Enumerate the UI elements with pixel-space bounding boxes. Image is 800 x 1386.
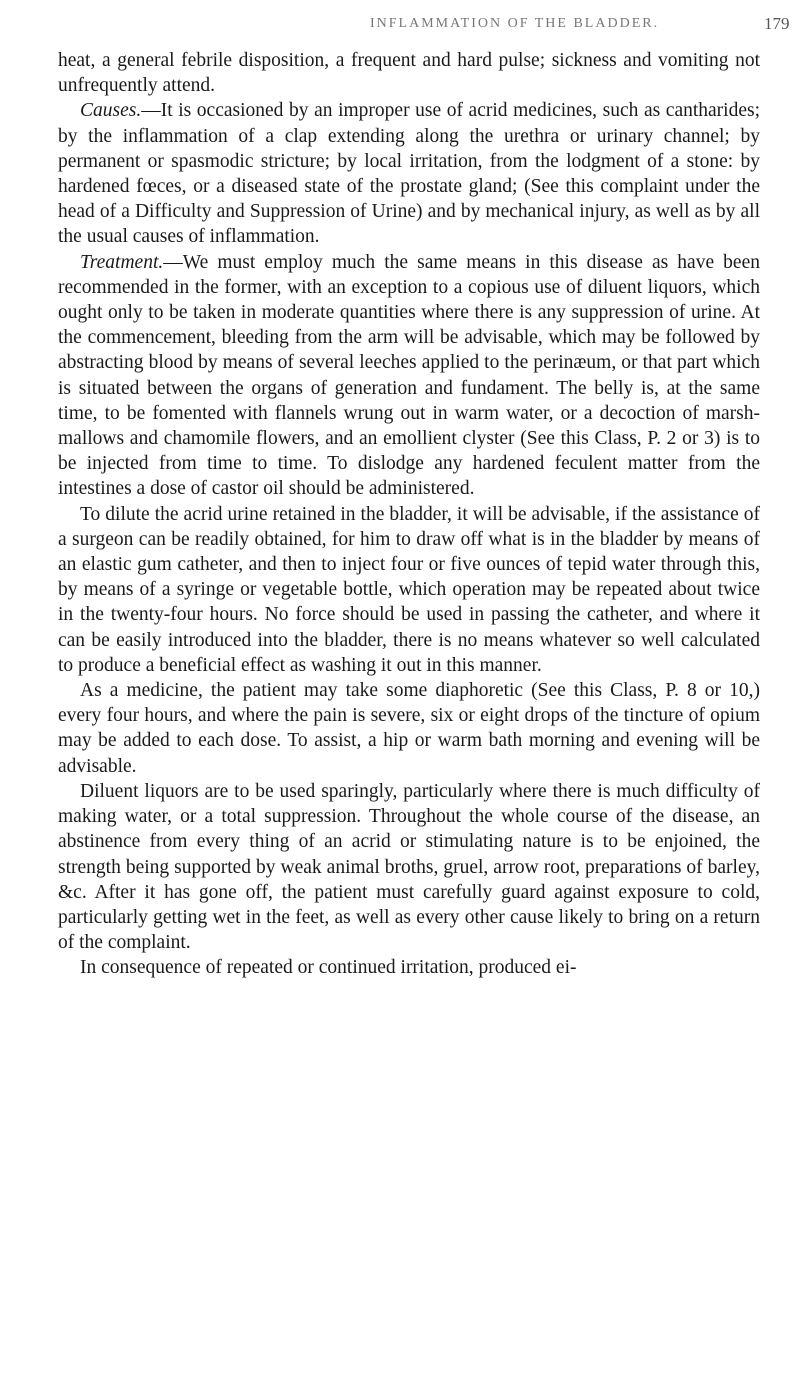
paragraph-text: In consequence of repeated or continued irritation, produced ei- — [80, 957, 577, 979]
page-number: 179 — [764, 14, 790, 33]
body-text — [58, 48, 760, 981]
paragraph-text: As a medicine, the patient may take some diaphoretic (See this Class, P. 8 or 10,) every four hours, and where the pain is severe, six or eight drops of the tincture of opium may be added to each dose. To assist, a hip or warm bath morning and evening will be advisable. — [58, 680, 760, 777]
paragraph-symptoms-continued — [58, 48, 760, 98]
paragraph-text: —We must employ much the same means in this disease as have been recommended in the former, with an exception to a copious use of diluent liquors, which ought only to be taken in moderate quantities where there is any suppression of urine. At the commencement, bleeding from the arm will be advisable, which may be followed by abstracting blood by means of several leeches applied to the perinæum, or that part which is situated between the organs of generation and fundament. The belly is, at the same time, to be fomented with flannels wrung out in warm water, or a decoction of marsh-mallows and chamomile flowers, and an emollient clyster (See this Class, P. 2 or 3) is to be injected from time to time. To dislodge any hardened feculent matter from the intestines a dose of castor oil should be administered. — [58, 251, 760, 500]
running-title: INFLAMMATION OF THE BLADDER. — [370, 16, 660, 31]
section-heading-treatment: Treatment. — [80, 251, 164, 273]
paragraph-text: —It is occasioned by an improper use of acrid medicines, such as cantharides; by the inflammation of a clap extending along the urethra or urinary channel; by permanent or spasmodic stricture; by local irritation, from the lodgment of a stone: by hardened fœces, or a diseased state of the prostate gland; (See this complaint under the head of a Difficulty and Suppression of Urine) and by mechanical injury, as well as by all the usual causes of inflammation. — [58, 100, 760, 248]
section-heading-causes: Causes. — [80, 100, 142, 122]
running-head — [0, 8, 800, 38]
paragraph-treatment — [58, 250, 760, 502]
paragraph-text: Diluent liquors are to be used sparingly, particularly where there is much difficulty of making water, or a total suppression. Throughout the whole course of the disease, an abstinence from every thing of an acrid or stimulating nature is to be enjoined, the strength being supported by weak animal broths, gruel, arrow root, preparations of barley, &c. After it has gone off, the patient must carefully guard against exposure to cold, particularly getting wet in the feet, as well as every other cause likely to bring on a return of the complaint. — [58, 780, 760, 954]
paragraph-consequence — [58, 955, 760, 980]
paragraph-medicine — [58, 678, 760, 779]
paragraph-causes — [58, 98, 760, 249]
paragraph-catheter — [58, 502, 760, 678]
paragraph-text: To dilute the acrid urine retained in the bladder, it will be advisable, if the assistance of a surgeon can be readily obtained, for him to draw off what is in the bladder by means of an elastic gum catheter, and then to inject four or five ounces of tepid water through this, by means of a syringe or vegetable bottle, which operation may be repeated about twice in the twenty-four hours. No force should be used in passing the catheter, and where it can be easily introduced into the bladder, there is no means whatever so well calculated to produce a beneficial effect as washing it out in this manner. — [58, 503, 760, 676]
paragraph-text: heat, a general febrile disposition, a frequent and hard pulse; sickness and vomiting not unfrequently attend. — [58, 50, 760, 97]
paragraph-diluent — [58, 779, 760, 955]
